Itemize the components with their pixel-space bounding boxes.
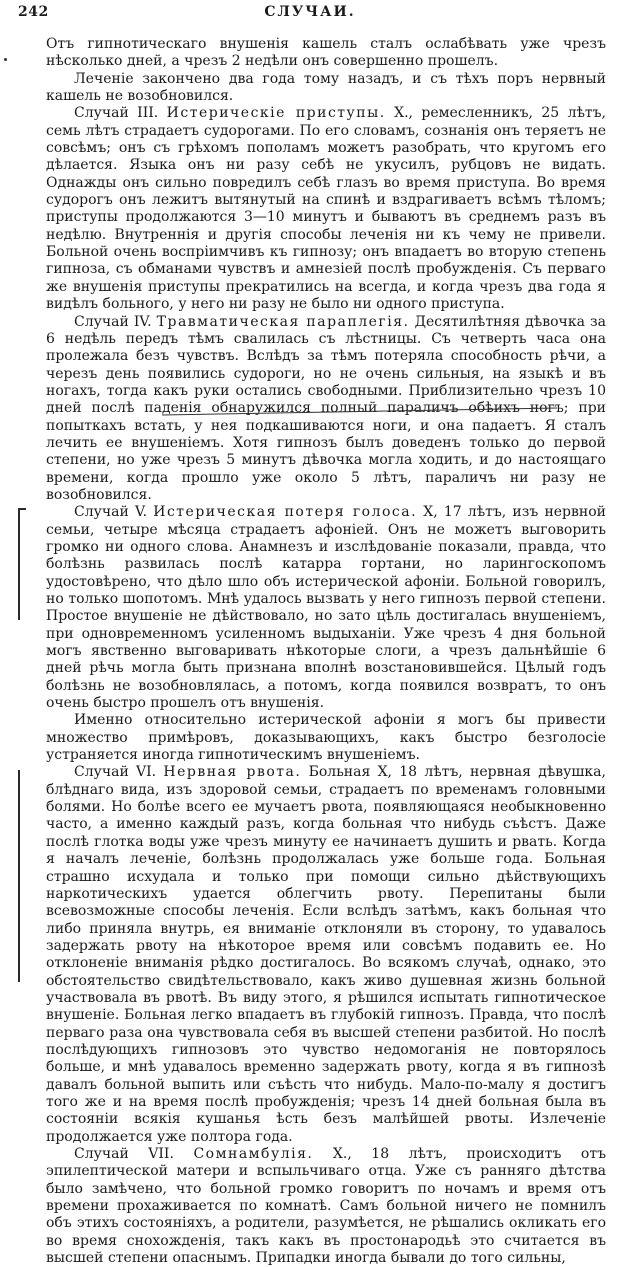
case-label: Случай V. — [74, 504, 148, 521]
case-title: Сомнамбулія. — [193, 1146, 314, 1162]
case-paragraph: Случай V. Истерическая потеря голоса. X, 17 лѣтъ, изъ нервной семьи, четыре мѣсяца страдаетъ афоніей. Онъ не можетъ выговорить громко ни одного слова. Анамнезъ и изслѣдованіе показали, правда, что болѣзнь развилась послѣ катарра гортани, но ларингоскопомъ удостовѣрено, что дѣло шло объ истерической афоніи. Больной говорилъ, но только шопотомъ. Мнѣ удалось вызвать у него гипнозъ первой степени. Простое внушеніе не дѣйствовало, но зато цѣль достигалась внушеніемъ, при одновременномъ усиленномъ выдыханіи. Уже чрезъ 4 дня больной могъ явственно выговаривать нѣкоторые слоги, а чрезъ дальнѣйшіе 6 дней рѣчь могла быть признана вполнѣ возстановившейся. Цѣлый годъ болѣзнь не возобновлялась, а потомъ, когда появился возвратъ, то онъ очень быстро прошелъ отъ внушенія. — [46, 504, 606, 712]
case-paragraph: Случай IV. Травматическая параплегія. Десятилѣтняя дѣвочка за 6 недѣль передъ тѣмъ свалилась съ лѣстницы. Съ четверть часа она пролежала безъ чувствъ. Вслѣдъ за тѣмъ потеряла способность рѣчи, а черезъ день появились судороги, но не очень сильныя, на языкѣ и въ ногахъ, тогда какъ руки остались свободными. Приблизительно чрезъ 10 дней послѣ паденія обнаружился полный параличъ обѣихъ ногъ; при попыткахъ встать, у нея подкашиваются ноги, и она падаетъ. Я сталъ лечить ее внушеніемъ. Хотя гипнозъ былъ доведенъ только до первой степени, но уже чрезъ 5 минутъ дѣвочка могла ходить, и до настоящаго времени, когда прошло уже около 5 лѣтъ, параличъ ни разу не возобновился. — [46, 313, 606, 503]
case-label: Случай VII. — [74, 1146, 174, 1162]
case-paragraph: Случай VII. Сомнамбулія. X., 18 лѣтъ, происходитъ отъ эпилептической матери и вспыльчиваго отца. Уже съ ранняго дѣтства было замѣчено, что больной громко говоритъ по ночамъ и время отъ времени прохаживается по комнатѣ. Самъ больной ничего не помнилъ объ этихъ состояніяхъ, а родители, разумѣется, не рѣшались окликать его во время снохожденія, такъ какъ въ простонародьѣ это считается въ высшей степени опаснымъ. Припадки иногда бывали до того сильны, — [46, 1146, 607, 1267]
paragraph: Именно относительно истерической афоніи я могъ бы привести множество примѣровъ, доказывающихъ, какъ быстро безголосіе устраняется иногда гипнотическимъ внушеніемъ. — [46, 712, 606, 764]
case-title: Травматическая параплегія. — [156, 313, 410, 330]
paragraph: Леченіе закончено два года тому назадъ, и съ тѣхъ поръ нервный кашель не возобновился. — [46, 70, 606, 105]
case-label: Случай IV. — [74, 313, 152, 330]
running-head: СЛУЧАИ. — [264, 4, 356, 20]
case-label: Случай III. — [74, 105, 159, 122]
margin-dot-mark — [4, 58, 7, 61]
case-label: Случай VI. — [74, 764, 157, 781]
paragraph: Отъ гипнотическаго внушенія кашель сталъ ослабѣвать уже чрезъ нѣсколько дней, а чрезъ 2 недѣли онъ совершенно прошелъ. — [46, 36, 606, 70]
page-header — [18, 4, 602, 26]
margin-bracket-mark — [18, 508, 20, 620]
case-paragraph: Случай III. Истерическіе приступы. X., ремесленникъ, 25 лѣтъ, семь лѣтъ страдаетъ судорогами. По его словамъ, сознанія онъ теряетъ не совсѣмъ; онъ съ грѣхомъ пополамъ можетъ разобрать, что кругомъ его дѣлается. Языка онъ ни разу себѣ не укусилъ, рубцовъ не видать. Однажды онъ сильно повредилъ себѣ глазъ во время приступа. Во время судорогъ онъ лежитъ вытянутый на спинѣ и вздрагиваетъ всѣмъ тѣломъ; приступы продолжаются 3—10 минутъ и бываютъ въ среднемъ разъ въ недѣлю. Внутреннія и другія способы леченія ни къ чему не привели. Больной очень воспріимчивъ къ гипнозу; онъ впадаетъ во вторую степень гипноза, съ обманами чувствъ и амнезіей послѣ пробужденія. Съ перваго же внушенія приступы прекратились на всегда, и когда чрезъ два года я видѣлъ больного, у него ни разу не было ни одного приступа. — [46, 105, 607, 313]
margin-bracket-mark — [18, 770, 20, 982]
body-text — [46, 36, 606, 1267]
case-title: Истерическая потеря голоса. — [153, 504, 418, 521]
page-number: 242 — [18, 4, 49, 20]
case-title: Нервная рвота. — [163, 764, 302, 781]
case-title: Истерическіе приступы. — [166, 105, 386, 122]
case-paragraph: Случай VI. Нервная рвота. Больная X, 18 лѣтъ, нервная дѣвушка, блѣднаго вида, изъ здоровой семьи, страдаетъ по временамъ головными болями. Но болѣе всего ее мучаетъ рвота, появляющаяся необыкновенно часто, а именно каждый разъ, когда больная что нибудь съѣстъ. Даже послѣ глотка воды уже чрезъ минуту ее начинаетъ душить и рвать. Когда я началъ леченіе, болѣзнь продолжалась уже больше года. Больная страшно исхудала и только при помощи сильно дѣйствующихъ наркотическихъ удается облегчить рвоту. Перепитаны были всевозможные способы леченія. Если вслѣдъ затѣмъ, какъ больная что либо приняла внутрь, ея вниманіе отклоняли въ сторону, то удавалось задержать рвоту на нѣкоторое время или совсѣмъ подавить ее. Но отклоненіе вниманія рѣдко достигалось. Во всякомъ случаѣ, однако, это обстоятельство свидѣтельствовало, какъ живо душевная жизнь больной участвовала въ рвотѣ. Въ виду этого, я рѣшился испытать гипнотическое внушеніе. Больная легко впадаетъ въ глубокій гипнозъ. Правда, что послѣ перваго раза она чувствовала себя въ высшей степени разбитой. Но послѣ послѣдующихъ гипнозовъ это чувство недомоганія не повторялось больше, и мнѣ удавалось временно задержать рвоту, когда я въ гипнозѣ давалъ больной выпить или съѣсть что нибудь. Мало-по-малу я достигъ того же и на время послѣ пробужденія; чрезъ 14 дней больная была въ состояніи всякія кушанья ѣсть безъ малѣйшей рвоты. Излеченіе продолжается уже полтора года. — [46, 764, 606, 1145]
margin-bracket-tick — [18, 508, 26, 510]
